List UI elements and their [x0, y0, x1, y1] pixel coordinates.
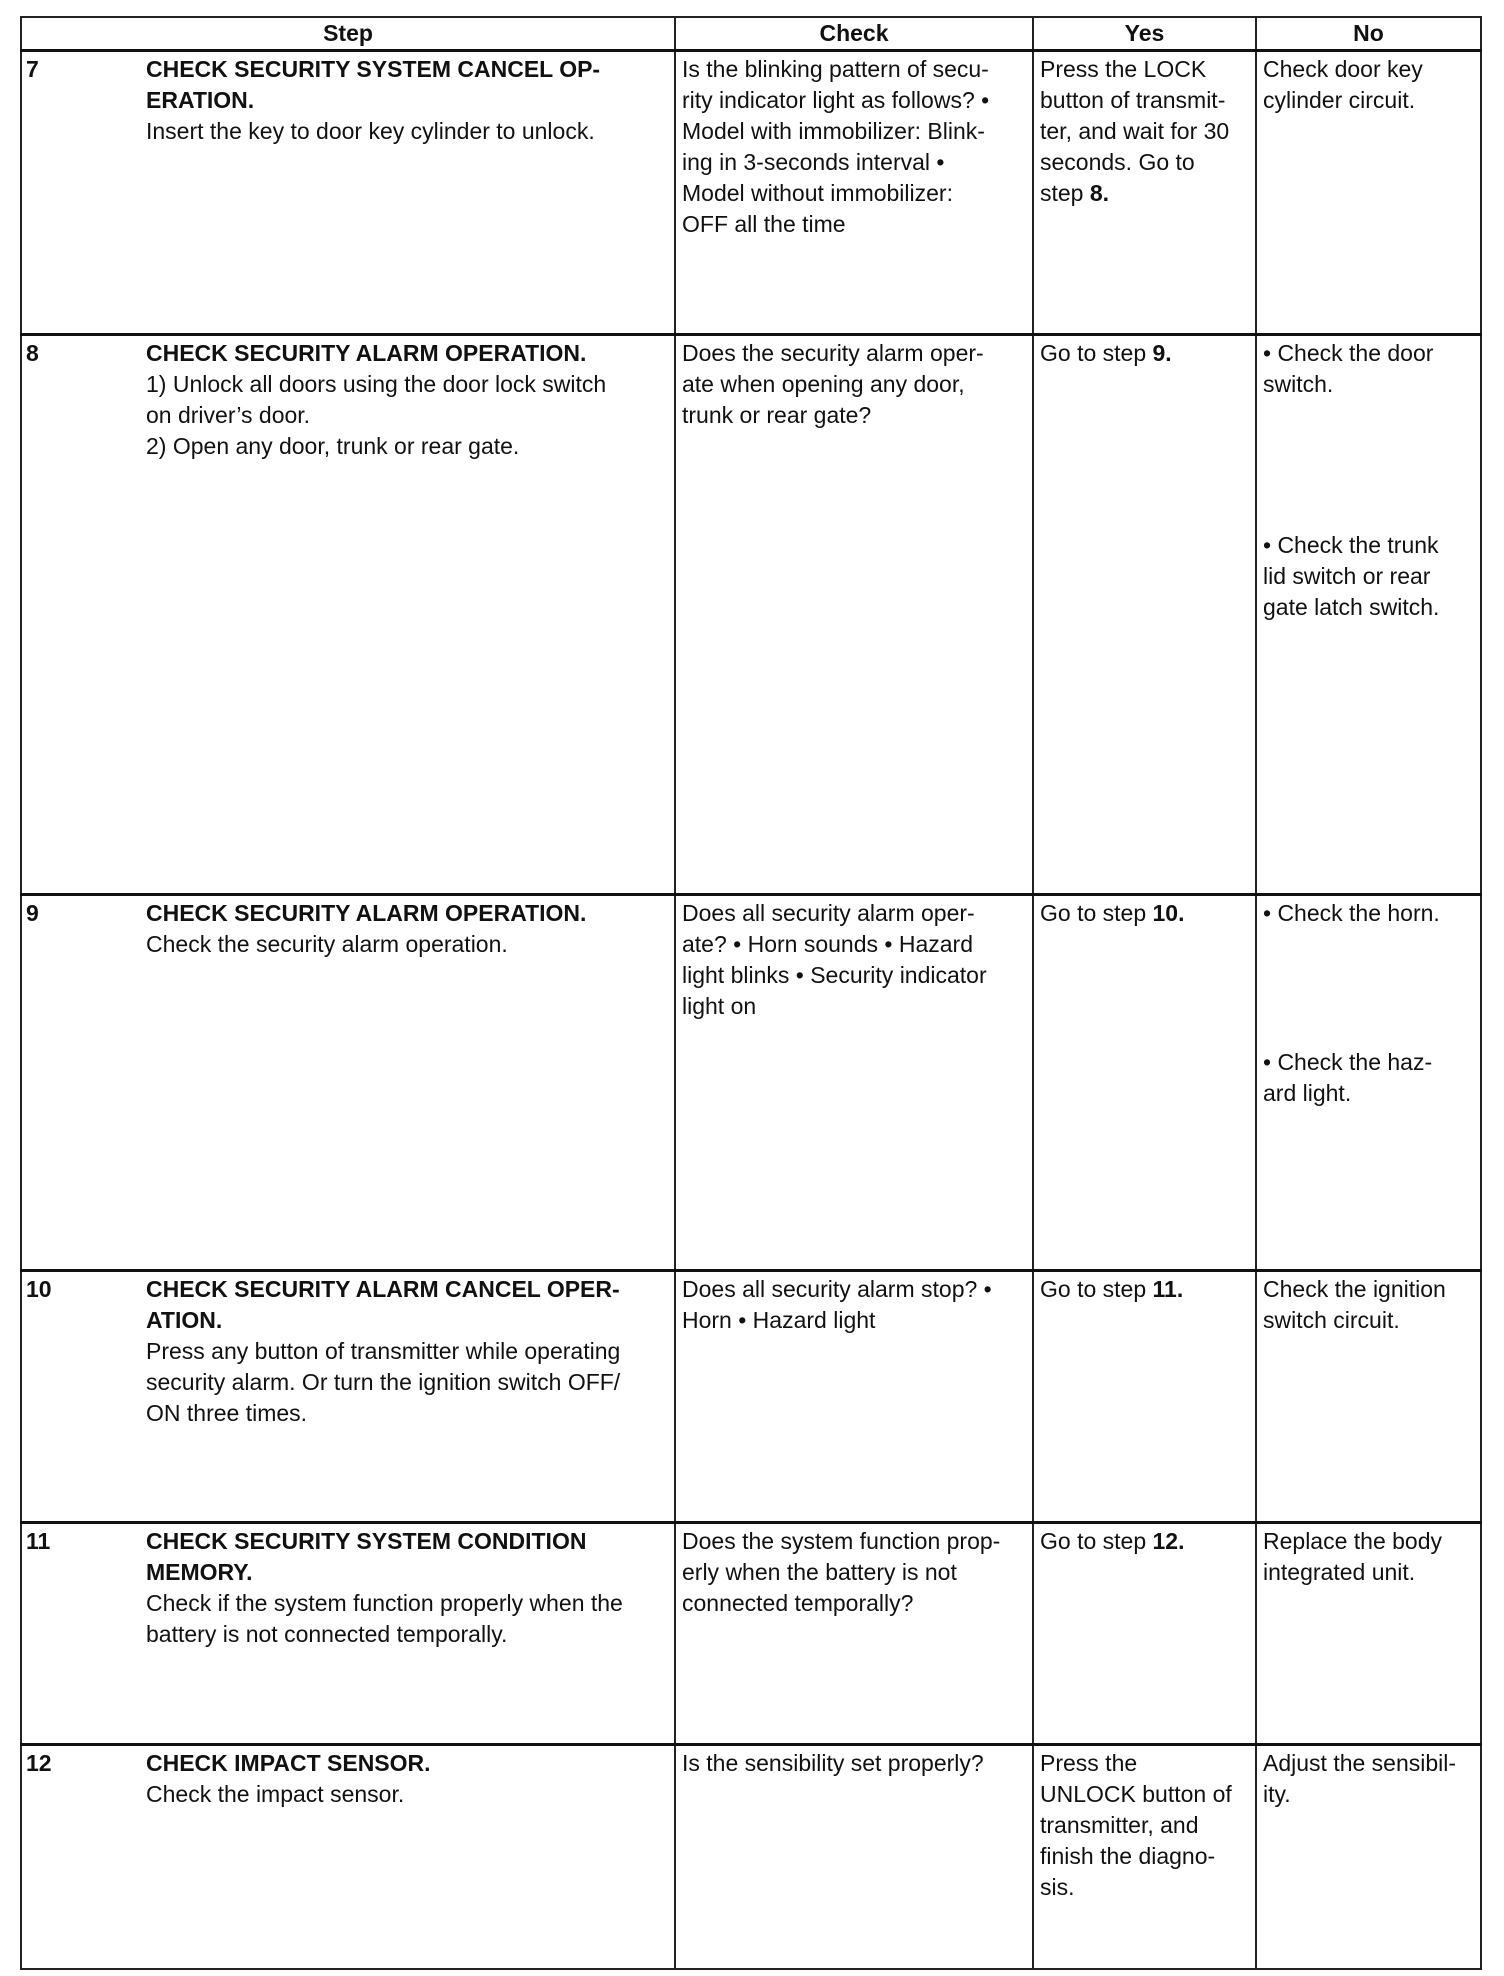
step-title: CHECK SECURITY ALARM OPERATION. — [146, 340, 587, 366]
step-cell — [21, 1271, 675, 1523]
check-cell: Does all security alarm oper- ate? • Horn sounds • Hazard light blinks • Security indicator light on — [675, 895, 1033, 1271]
step-cell — [21, 51, 675, 335]
step-cell — [21, 335, 675, 895]
yes-cell — [1033, 1271, 1256, 1523]
yes-step-ref: 12. — [1152, 1528, 1185, 1554]
step-instruction: 1) Unlock all doors using the door lock switch on driver’s door. — [146, 371, 607, 428]
check-cell: Is the sensibility set properly? — [675, 1745, 1033, 1969]
yes-text: Press the UNLOCK button of transmitter, and finish the diagno- sis. — [1040, 1750, 1232, 1900]
step-instruction: Press any button of transmitter while operating security alarm. Or turn the ignition switch OFF/ ON three times. — [146, 1338, 621, 1426]
yes-text: Go to step — [1040, 1528, 1153, 1554]
check-cell: Does all security alarm stop? • Horn • Hazard light — [675, 1271, 1033, 1523]
no-action: • Check the horn. — [1263, 900, 1440, 926]
yes-step-ref: 8. — [1089, 180, 1110, 206]
yes-cell — [1033, 1745, 1256, 1969]
table-row — [21, 1523, 1481, 1745]
table-row — [21, 335, 1481, 895]
step-instruction: 2) Open any door, trunk or rear gate. — [146, 433, 520, 459]
header-check: Check — [675, 17, 1033, 51]
step-title: CHECK IMPACT SENSOR. — [146, 1750, 431, 1776]
check-cell: Does the system function prop- erly when the battery is not connected temporally? — [675, 1523, 1033, 1745]
spacer — [1263, 400, 1474, 530]
yes-cell — [1033, 1523, 1256, 1745]
step-instruction: Check the impact sensor. — [146, 1781, 405, 1807]
yes-cell — [1033, 51, 1256, 335]
table-row — [21, 1271, 1481, 1523]
no-cell — [1256, 1271, 1481, 1523]
header-no: No — [1256, 17, 1481, 51]
header-yes: Yes — [1033, 17, 1256, 51]
no-action: • Check the door switch. — [1263, 340, 1434, 397]
no-cell — [1256, 51, 1481, 335]
spacer — [1263, 929, 1474, 1047]
step-cell — [21, 895, 675, 1271]
no-action: Check the ignition switch circuit. — [1263, 1276, 1446, 1333]
header-row — [21, 17, 1481, 51]
header-step: Step — [21, 17, 675, 51]
table-row — [21, 895, 1481, 1271]
step-title: CHECK SECURITY ALARM CANCEL OPER- ATION. — [146, 1276, 620, 1333]
table-row — [21, 1745, 1481, 1969]
yes-step-ref: 11. — [1152, 1276, 1184, 1302]
step-number: 8 — [26, 340, 39, 366]
step-number: 10 — [26, 1276, 52, 1302]
no-cell — [1256, 1745, 1481, 1969]
step-cell — [21, 1523, 675, 1745]
step-instruction: Check the security alarm operation. — [146, 931, 508, 957]
yes-text: Go to step — [1040, 340, 1153, 366]
no-cell — [1256, 1523, 1481, 1745]
step-title: CHECK SECURITY ALARM OPERATION. — [146, 900, 587, 926]
step-number: 7 — [26, 56, 39, 82]
no-action: Adjust the sensibil- ity. — [1263, 1750, 1457, 1807]
check-cell: Does the security alarm oper- ate when opening any door, trunk or rear gate? — [675, 335, 1033, 895]
no-action: Check door key cylinder circuit. — [1263, 56, 1423, 113]
yes-cell — [1033, 895, 1256, 1271]
yes-cell — [1033, 335, 1256, 895]
check-cell: Is the blinking pattern of secu- rity indicator light as follows? • Model with immobilizer: Blink- ing in 3-seconds interval • Model without immobilizer: OFF all the time — [675, 51, 1033, 335]
no-action: Replace the body integrated unit. — [1263, 1528, 1443, 1585]
no-cell — [1256, 335, 1481, 895]
step-instruction: Insert the key to door key cylinder to unlock. — [146, 118, 595, 144]
step-number: 11 — [26, 1528, 51, 1554]
step-title: CHECK SECURITY SYSTEM CONDITION MEMORY. — [146, 1528, 587, 1585]
step-number: 9 — [26, 900, 39, 926]
diagnostic-table — [20, 16, 1482, 1970]
yes-text: Go to step — [1040, 1276, 1153, 1302]
no-action: • Check the trunk lid switch or rear gate latch switch. — [1263, 532, 1440, 620]
yes-step-ref: 9. — [1152, 340, 1172, 366]
table-row — [21, 51, 1481, 335]
yes-step-ref: 10. — [1152, 900, 1185, 926]
yes-text: Press the LOCK button of transmit- ter, and wait for 30 seconds. Go to step — [1040, 56, 1230, 206]
yes-text: Go to step — [1040, 900, 1153, 926]
step-number: 12 — [26, 1750, 52, 1776]
step-cell — [21, 1745, 675, 1969]
step-title: CHECK SECURITY SYSTEM CANCEL OP- ERATION. — [146, 56, 601, 113]
no-cell — [1256, 895, 1481, 1271]
step-instruction: Check if the system function properly when the battery is not connected temporally. — [146, 1590, 623, 1647]
no-action: • Check the haz- ard light. — [1263, 1049, 1433, 1106]
